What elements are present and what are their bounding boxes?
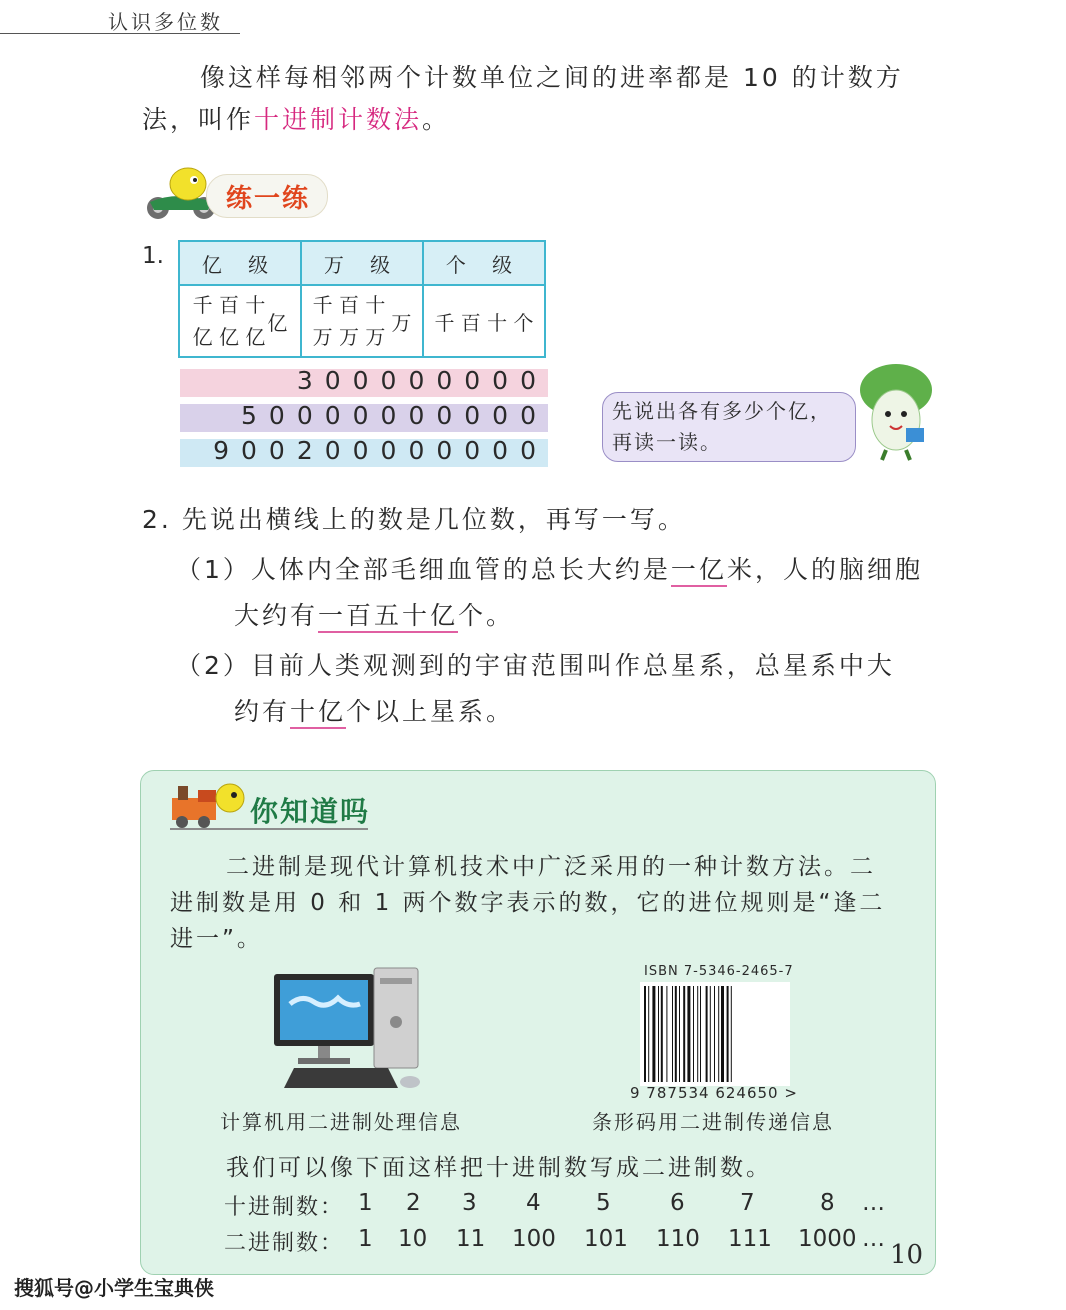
did-you-know-rule: [170, 828, 368, 830]
blank-fifteen-billion: 一百五十亿: [318, 601, 458, 633]
header-rule: [0, 33, 240, 34]
did-you-know-title: 你知道吗: [250, 795, 371, 828]
blank-one-billion: 十亿: [290, 697, 346, 729]
barcode-bar: [661, 986, 663, 1082]
binary-value: 10: [398, 1226, 428, 1252]
info-paragraph-line-2: 进制数是用 0 和 1 两个数字表示的数，它的进位规则是“逢二: [170, 890, 886, 916]
bubble-line-2: 再读一读。: [612, 430, 722, 454]
q2-item-1-text-d: 个。: [458, 601, 515, 630]
info-paragraph-line-3: 进一”。: [170, 926, 263, 952]
info-paragraph-line-1: 二进制是现代计算机技术中广泛采用的一种计数方法。二: [226, 854, 876, 880]
decimal-label: 十进制数：: [224, 1195, 345, 1220]
page-number: 10: [890, 1240, 924, 1270]
bubble-line-1: 先说出各有多少个亿，: [612, 399, 832, 423]
yi-units-bottom: 亿 亿 亿: [192, 325, 266, 349]
barcode-bar: [672, 986, 673, 1082]
barcode-bar: [727, 986, 729, 1082]
q2-item-1-text-b: 米，人的脑细胞: [726, 555, 923, 584]
intro-line-1: 像这样每相邻两个计数单位之间的进率都是 10 的计数方: [200, 63, 904, 92]
practice-label: 练一练: [226, 184, 311, 214]
convert-intro: 我们可以像下面这样把十进制数写成二进制数。: [226, 1155, 772, 1181]
ge-units-cell: 千 百 十 个: [423, 285, 545, 357]
q2-item-2-line-1: [176, 646, 895, 686]
decimal-value: 3: [462, 1190, 477, 1216]
speech-bubble-text: [612, 396, 832, 458]
barcode-bar: [652, 986, 655, 1082]
binary-ellipsis: …: [862, 1226, 885, 1252]
yi-units-top: 千 百 十: [192, 293, 266, 317]
q2-item-1-line-2: [234, 596, 514, 636]
wan-units-top: 千 百 十: [312, 293, 386, 317]
binary-value: 1: [358, 1226, 373, 1252]
barcode-bar: [721, 986, 724, 1082]
binary-value: 111: [728, 1226, 772, 1252]
barcode-bar: [700, 986, 701, 1082]
barcode-illustration: [640, 982, 790, 1086]
decimal-ellipsis: …: [862, 1190, 885, 1216]
q2-item-2-line-2: [234, 692, 514, 732]
decimal-value: 4: [526, 1190, 541, 1216]
intro-line-2-prefix: 法，叫作: [142, 105, 255, 134]
blank-one-hundred-million: 一亿: [671, 555, 727, 587]
barcode-bar: [679, 986, 680, 1082]
barcode-bar: [666, 986, 667, 1082]
q2-item-2-text-a: 目前人类观测到的宇宙范围叫作总星系，总星系中大: [250, 651, 895, 680]
barcode-bar: [731, 986, 732, 1082]
computer-caption: 计算机用二进制处理信息: [220, 1110, 462, 1134]
decimal-value: 2: [406, 1190, 421, 1216]
number-2: 50000000000: [241, 401, 548, 430]
cabbage-character-icon: [852, 360, 938, 464]
barcode-caption: 条形码用二进制传递信息: [592, 1110, 834, 1134]
barcode-bar: [658, 986, 659, 1082]
q2-item-2-text-b: 约有: [234, 697, 291, 726]
q2-item-2-text-c: 个以上星系。: [346, 697, 515, 726]
decimal-system-term: 十进制计数法: [254, 105, 423, 134]
barcode-digits: 9 787534 624650 >: [630, 1084, 798, 1102]
barcode-bar: [710, 986, 711, 1082]
q2-item-2-label: （2）: [176, 651, 251, 680]
barcode-bar: [644, 986, 646, 1082]
q2-item-1-text-a: 人体内全部毛细血管的总长大约是: [250, 555, 671, 584]
wan-units-bottom: 万 万 万: [312, 325, 386, 349]
header-ge-level: 个 级: [423, 241, 545, 285]
header-wan-level: 万 级: [301, 241, 423, 285]
question-2-prompt: [142, 500, 686, 540]
page-header-title: 认识多位数: [108, 10, 223, 34]
q2-item-1-text-c: 大约有: [234, 601, 319, 630]
binary-label: 二进制数：: [224, 1231, 345, 1256]
barcode-bar: [714, 986, 715, 1082]
barcode-bar: [648, 986, 649, 1082]
q2-item-1-line-1: [176, 550, 923, 590]
decimal-value: 5: [596, 1190, 611, 1216]
train-icon: [168, 776, 250, 832]
question-1-number: 1.: [142, 243, 164, 269]
binary-value: 110: [656, 1226, 700, 1252]
decimal-value: 6: [670, 1190, 685, 1216]
barcode-bar: [687, 986, 690, 1082]
barcode-bar: [718, 986, 719, 1082]
barcode-bar: [683, 986, 685, 1082]
barcode-bar: [693, 986, 694, 1082]
barcode-isbn: ISBN 7-5346-2465-7: [644, 964, 794, 979]
binary-value: 101: [584, 1226, 628, 1252]
header-yi-level: 亿 级: [179, 241, 301, 285]
q2-item-1-label: （1）: [176, 555, 251, 584]
binary-value: 100: [512, 1226, 556, 1252]
yi-units-cell: [179, 285, 301, 357]
binary-value: 11: [456, 1226, 486, 1252]
wan-units-cell: [301, 285, 423, 357]
yi-units-side: 亿: [267, 310, 288, 335]
wan-units-side: 万: [391, 310, 412, 335]
question-2-number: 2.: [142, 505, 172, 534]
number-1: 300000000: [296, 366, 548, 395]
decimal-value: 8: [820, 1190, 835, 1216]
computer-illustration: [268, 964, 428, 1094]
decimal-value: 7: [740, 1190, 755, 1216]
intro-line-2-suffix: 。: [422, 105, 451, 134]
watermark: 搜狐号@小学生宝典侠: [14, 1276, 214, 1300]
barcode-bar: [706, 986, 708, 1082]
intro-line-2: [142, 100, 450, 140]
binary-value: 1000: [798, 1226, 857, 1252]
barcode-bar: [675, 986, 677, 1082]
barcode-bar: [697, 986, 698, 1082]
number-3: 900200000000: [213, 436, 548, 465]
decimal-value: 1: [358, 1190, 373, 1216]
place-value-table: [178, 240, 546, 358]
question-2-text: 先说出横线上的数是几位数，再写一写。: [181, 505, 686, 534]
